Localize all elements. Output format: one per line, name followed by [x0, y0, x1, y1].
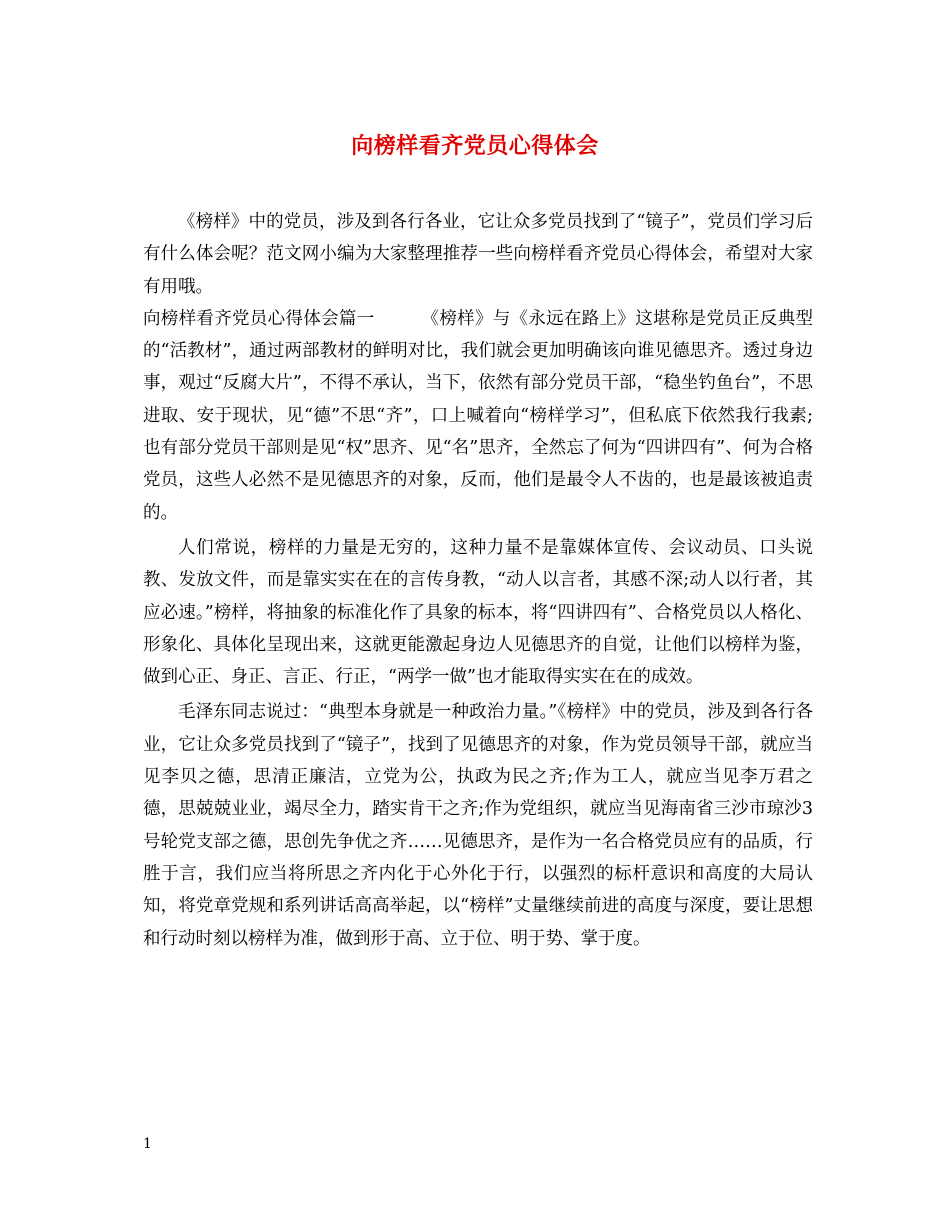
- document-body: [143, 206, 813, 955]
- section-first-paragraph: 《榜样》与《永远在路上》这堪称是党员正反典型的“活教材”，通过两部教材的鲜明对比，我们就会更加明确该向谁见德思齐。透过身边事，观过“反腐大片”，不得不承认，当下，依然有部分党员干部，“稳坐钓鱼台”，不思进取、安于现状，见“德”不思“齐”，口上喊着向“榜样学习”，但私底下依然我行我素;也有部分党员干部则是见“权”思齐、见“名”思齐，全然忘了何为“四讲四有”、何为合格党员，这些人必然不是见德思齐的对象，反而，他们是最令人不齿的，也是最该被追责的。: [143, 308, 814, 523]
- section-paragraph: [143, 303, 813, 529]
- intro-paragraph: 《榜样》中的党员，涉及到各行各业，它让众多党员找到了“镜子”，党员们学习后有什么体会呢？范文网小编为大家整理推荐一些向榜样看齐党员心得体会，希望对大家有用哦。: [143, 212, 813, 297]
- section-spacer: [375, 309, 422, 329]
- page-number: 1: [143, 1136, 152, 1152]
- body-paragraph-2: 人们常说，榜样的力量是无穷的，这种力量不是靠媒体宣传、会议动员、口头说教、发放文件，而是靠实实在在的言传身教，“动人以言者，其感不深;动人以行者，其应必速。”榜样，将抽象的标准化作了具象的标本，将“四讲四有”、合格党员以人格化、形象化、具体化呈现出来，这就更能激起身边人见德思齐的自觉，让他们以榜样为鉴，做到心正、身正、言正、行正，“两学一做”也才能取得实实在在的成效。: [143, 537, 813, 688]
- page-title: 向榜样看齐党员心得体会: [351, 133, 599, 159]
- body-paragraph-3: 毛泽东同志说过：“典型本身就是一种政治力量。”《榜样》中的党员，涉及到各行各业，它让众多党员找到了“镜子”，找到了见德思齐的对象，作为党员领导干部，就应当见李贝之德，思清正廉洁，立党为公，执政为民之齐;作为工人，就应当见李万君之德，思兢兢业业，竭尽全力，踏实肯干之齐;作为党组织，就应当见海南省三沙市琼沙3号轮党支部之德，思创先争优之齐……见德思齐，是作为一名合格党员应有的品质，行胜于言，我们应当将所思之齐内化于心外化于行，以强烈的标杆意识和高度的大局认知，将党章党规和系列讲话高高举起，以“榜样”丈量继续前进的高度与深度，要让思想和行动时刻以榜样为准，做到形于高、立于位、明于势、掌于度。: [143, 702, 813, 949]
- section-heading: 向榜样看齐党员心得体会篇一: [143, 308, 375, 329]
